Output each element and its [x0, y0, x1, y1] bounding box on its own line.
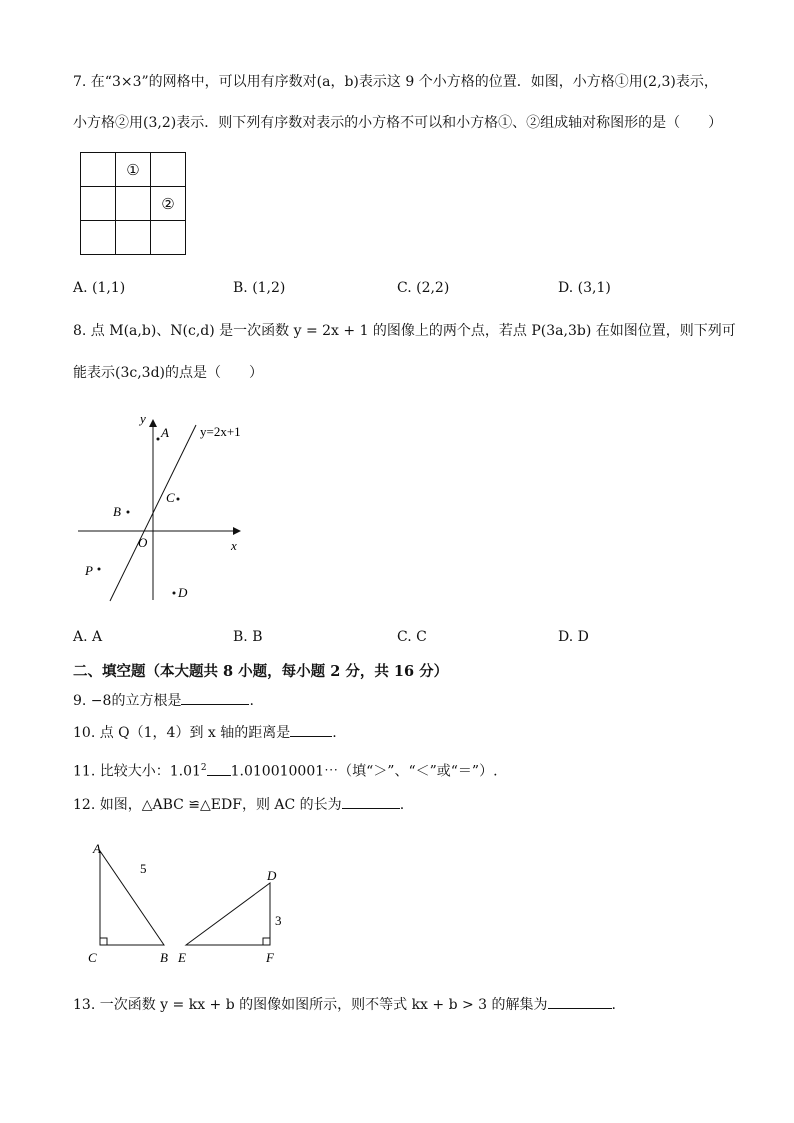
q8-line2: 能表示(3c,3d)的点是（ ）: [73, 365, 263, 381]
point-c-label: C: [166, 490, 175, 505]
q9-answer-blank[interactable]: [181, 690, 249, 705]
q13-answer-blank[interactable]: [548, 994, 612, 1009]
q8-line1: 8. 点 M(a,b)、N(c,d) 是一次函数 y = 2x + 1 的图像上的两个点，若点 P(3a,3b) 在如图位置，则下列可: [73, 323, 736, 339]
label-length-3: 3: [275, 913, 282, 928]
point-b-dot: [127, 511, 130, 514]
q10-answer-blank[interactable]: [290, 722, 332, 737]
grid-cell: [116, 187, 151, 221]
point-a-dot: [157, 438, 160, 441]
q13: [73, 994, 616, 1015]
q11-end: 1.010010001⋯（填“＞”、“＜”或“＝”）.: [230, 763, 498, 780]
q12-triangles: [80, 835, 300, 970]
line-label: y=2x+1: [200, 424, 241, 439]
q9: [73, 690, 254, 711]
q8-option-b[interactable]: B. B: [233, 629, 263, 645]
point-p-dot: [98, 568, 101, 571]
grid-cell: [81, 187, 116, 221]
point-p-label: P: [85, 563, 93, 578]
q11-exponent: 2: [200, 763, 207, 773]
q12-end: .: [399, 797, 405, 813]
triangle-edf: [186, 883, 270, 945]
q12-answer-blank[interactable]: [342, 794, 400, 809]
label-b: B: [160, 950, 168, 965]
point-d-dot: [173, 592, 176, 595]
grid-cell-1: ①: [116, 153, 151, 187]
grid-cell: [151, 221, 186, 255]
grid-cell-2: ②: [151, 187, 186, 221]
point-c-dot: [177, 498, 180, 501]
q11: [73, 758, 498, 782]
triangle-abc: [100, 851, 164, 945]
point-d-label: D: [178, 585, 188, 600]
origin-label: O: [138, 535, 148, 550]
q8-option-a[interactable]: A. A: [73, 629, 103, 645]
q12: [73, 794, 404, 815]
q9-end: .: [249, 693, 254, 709]
right-angle-f: [263, 938, 270, 945]
q7-grid: [80, 152, 186, 255]
point-b-label: B: [113, 504, 121, 519]
grid-row: [81, 153, 186, 187]
grid-cell: [151, 153, 186, 187]
q7-line1: 7. 在“3×3”的网格中，可以用有序数对(a，b)表示这 9 个小方格的位置．如图，小方格①用(2,3)表示，: [73, 74, 718, 90]
q7-option-d[interactable]: D. (3,1): [558, 280, 611, 296]
label-a: A: [93, 841, 101, 856]
grid-row: [81, 187, 186, 221]
point-a-label: A: [161, 425, 169, 440]
right-angle-c: [100, 938, 107, 945]
q7-option-a[interactable]: A. (1,1): [73, 280, 126, 296]
grid-cell: [81, 221, 116, 255]
label-f: F: [266, 950, 274, 965]
section-title: 二、填空题（本大题共 8 小题，每小题 2 分，共 16 分）: [73, 663, 449, 680]
label-length-5: 5: [140, 861, 147, 876]
q10-text: 10. 点 Q（1，4）到 x 轴的距离是: [73, 725, 291, 741]
x-axis-label: x: [231, 538, 237, 553]
q13-text: 13. 一次函数 y = kx + b 的图像如图所示，则不等式 kx + b > 3 的解集为: [73, 997, 548, 1013]
q7-line2: 小方格②用(3,2)表示．则下列有序数对表示的小方格不可以和小方格①、②组成轴对称图形的是（ ）: [73, 115, 723, 131]
q13-end: .: [611, 997, 616, 1013]
grid-row: [81, 221, 186, 255]
q9-text: 9. −8的立方根是: [73, 693, 182, 709]
grid-cell: [81, 153, 116, 187]
grid-cell: [116, 221, 151, 255]
y-axis-label: y: [140, 411, 146, 426]
label-c: C: [88, 950, 97, 965]
q11-text: 11. 比较大小：1.01: [73, 763, 201, 780]
q10-end: .: [332, 725, 337, 741]
q10: [73, 722, 337, 743]
q7-option-b[interactable]: B. (1,2): [233, 280, 286, 296]
label-e: E: [178, 950, 186, 965]
q12-text: 12. 如图，△ABC ≌△EDF，则 AC 的长为: [73, 797, 342, 813]
q8-graph: [70, 405, 270, 610]
q8-option-c[interactable]: C. C: [397, 629, 427, 645]
q8-option-d[interactable]: D. D: [558, 629, 589, 645]
label-d: D: [267, 868, 277, 883]
q7-option-c[interactable]: C. (2,2): [397, 280, 450, 296]
q11-answer-blank[interactable]: [207, 761, 231, 776]
